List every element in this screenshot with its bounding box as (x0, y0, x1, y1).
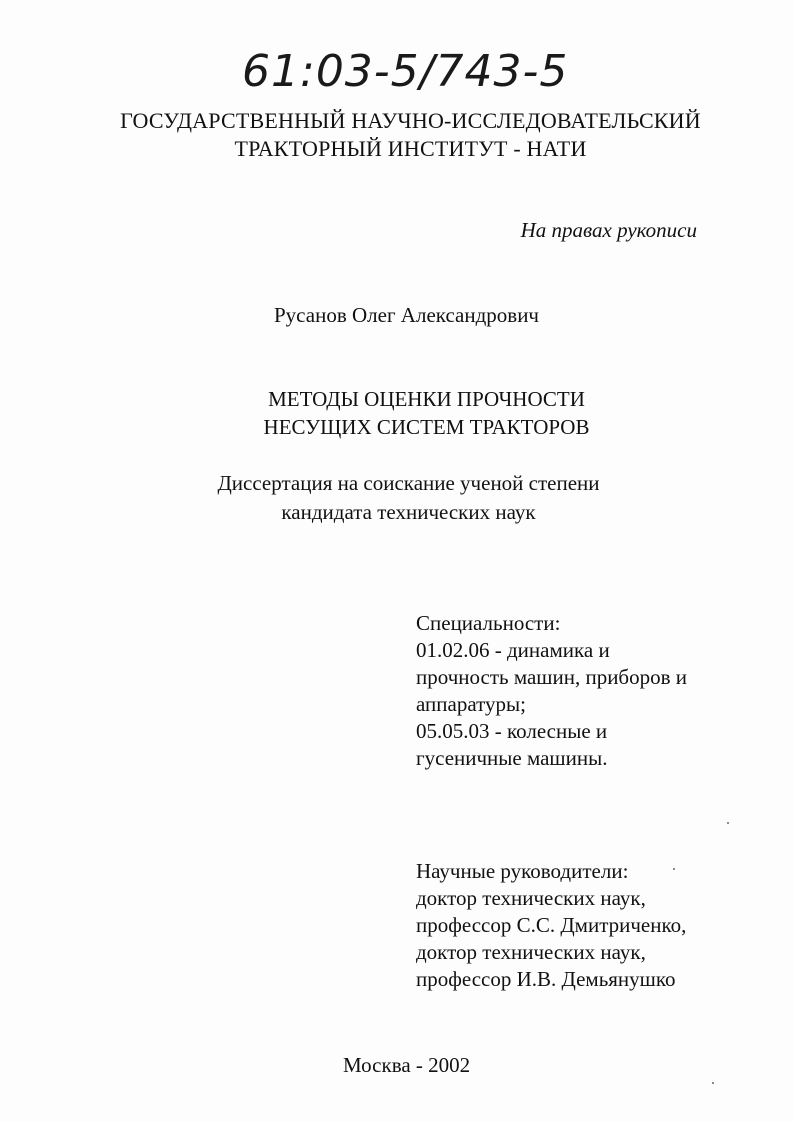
supervisor-line: профессор С.С. Дмитриченко, (416, 913, 687, 937)
author-name: Русанов Олег Александрович (274, 303, 539, 327)
specialties-heading: Специальности: (416, 611, 561, 635)
scan-speck (673, 868, 675, 870)
specialty-line: прочность машин, приборов и (416, 665, 688, 689)
thesis-title-line-2: НЕСУЩИХ СИСТЕМ ТРАКТОРОВ (263, 415, 590, 439)
manuscript-rights-note: На правах рукописи (520, 218, 697, 242)
handwritten-number-text: 61:03-5/743-5 (242, 46, 568, 97)
degree-line-1: Диссертация на соискание ученой степени (217, 471, 600, 495)
degree-line-2: кандидата технических наук (281, 500, 536, 524)
specialties-block (416, 610, 687, 772)
specialty-line: 01.02.06 - динамика и (416, 638, 610, 662)
scan-speck (727, 822, 729, 824)
supervisors-block (416, 858, 686, 993)
handwritten-archive-number (238, 40, 568, 100)
specialty-line: аппаратуры; (416, 692, 526, 716)
handwritten-number-drawing (238, 40, 568, 100)
city-year: Москва - 2002 (343, 1053, 471, 1077)
supervisors-heading: Научные руководители: (416, 859, 629, 883)
supervisor-line: профессор И.В. Демьянушко (416, 967, 676, 991)
specialty-line: 05.05.03 - колесные и (416, 719, 608, 743)
supervisor-line: доктор технических наук, (416, 886, 646, 910)
institute-name-line-2: ТРАКТОРНЫЙ ИНСТИТУТ - НАТИ (234, 136, 587, 161)
specialty-line: гусеничные машины. (416, 746, 608, 770)
thesis-title-line-1: МЕТОДЫ ОЦЕНКИ ПРОЧНОСТИ (268, 387, 585, 411)
supervisor-line: доктор технических наук, (416, 940, 646, 964)
institute-name-line-1: ГОСУДАРСТВЕННЫЙ НАУЧНО-ИССЛЕДОВАТЕЛЬСКИЙ (120, 108, 701, 133)
scan-speck (712, 1082, 714, 1084)
